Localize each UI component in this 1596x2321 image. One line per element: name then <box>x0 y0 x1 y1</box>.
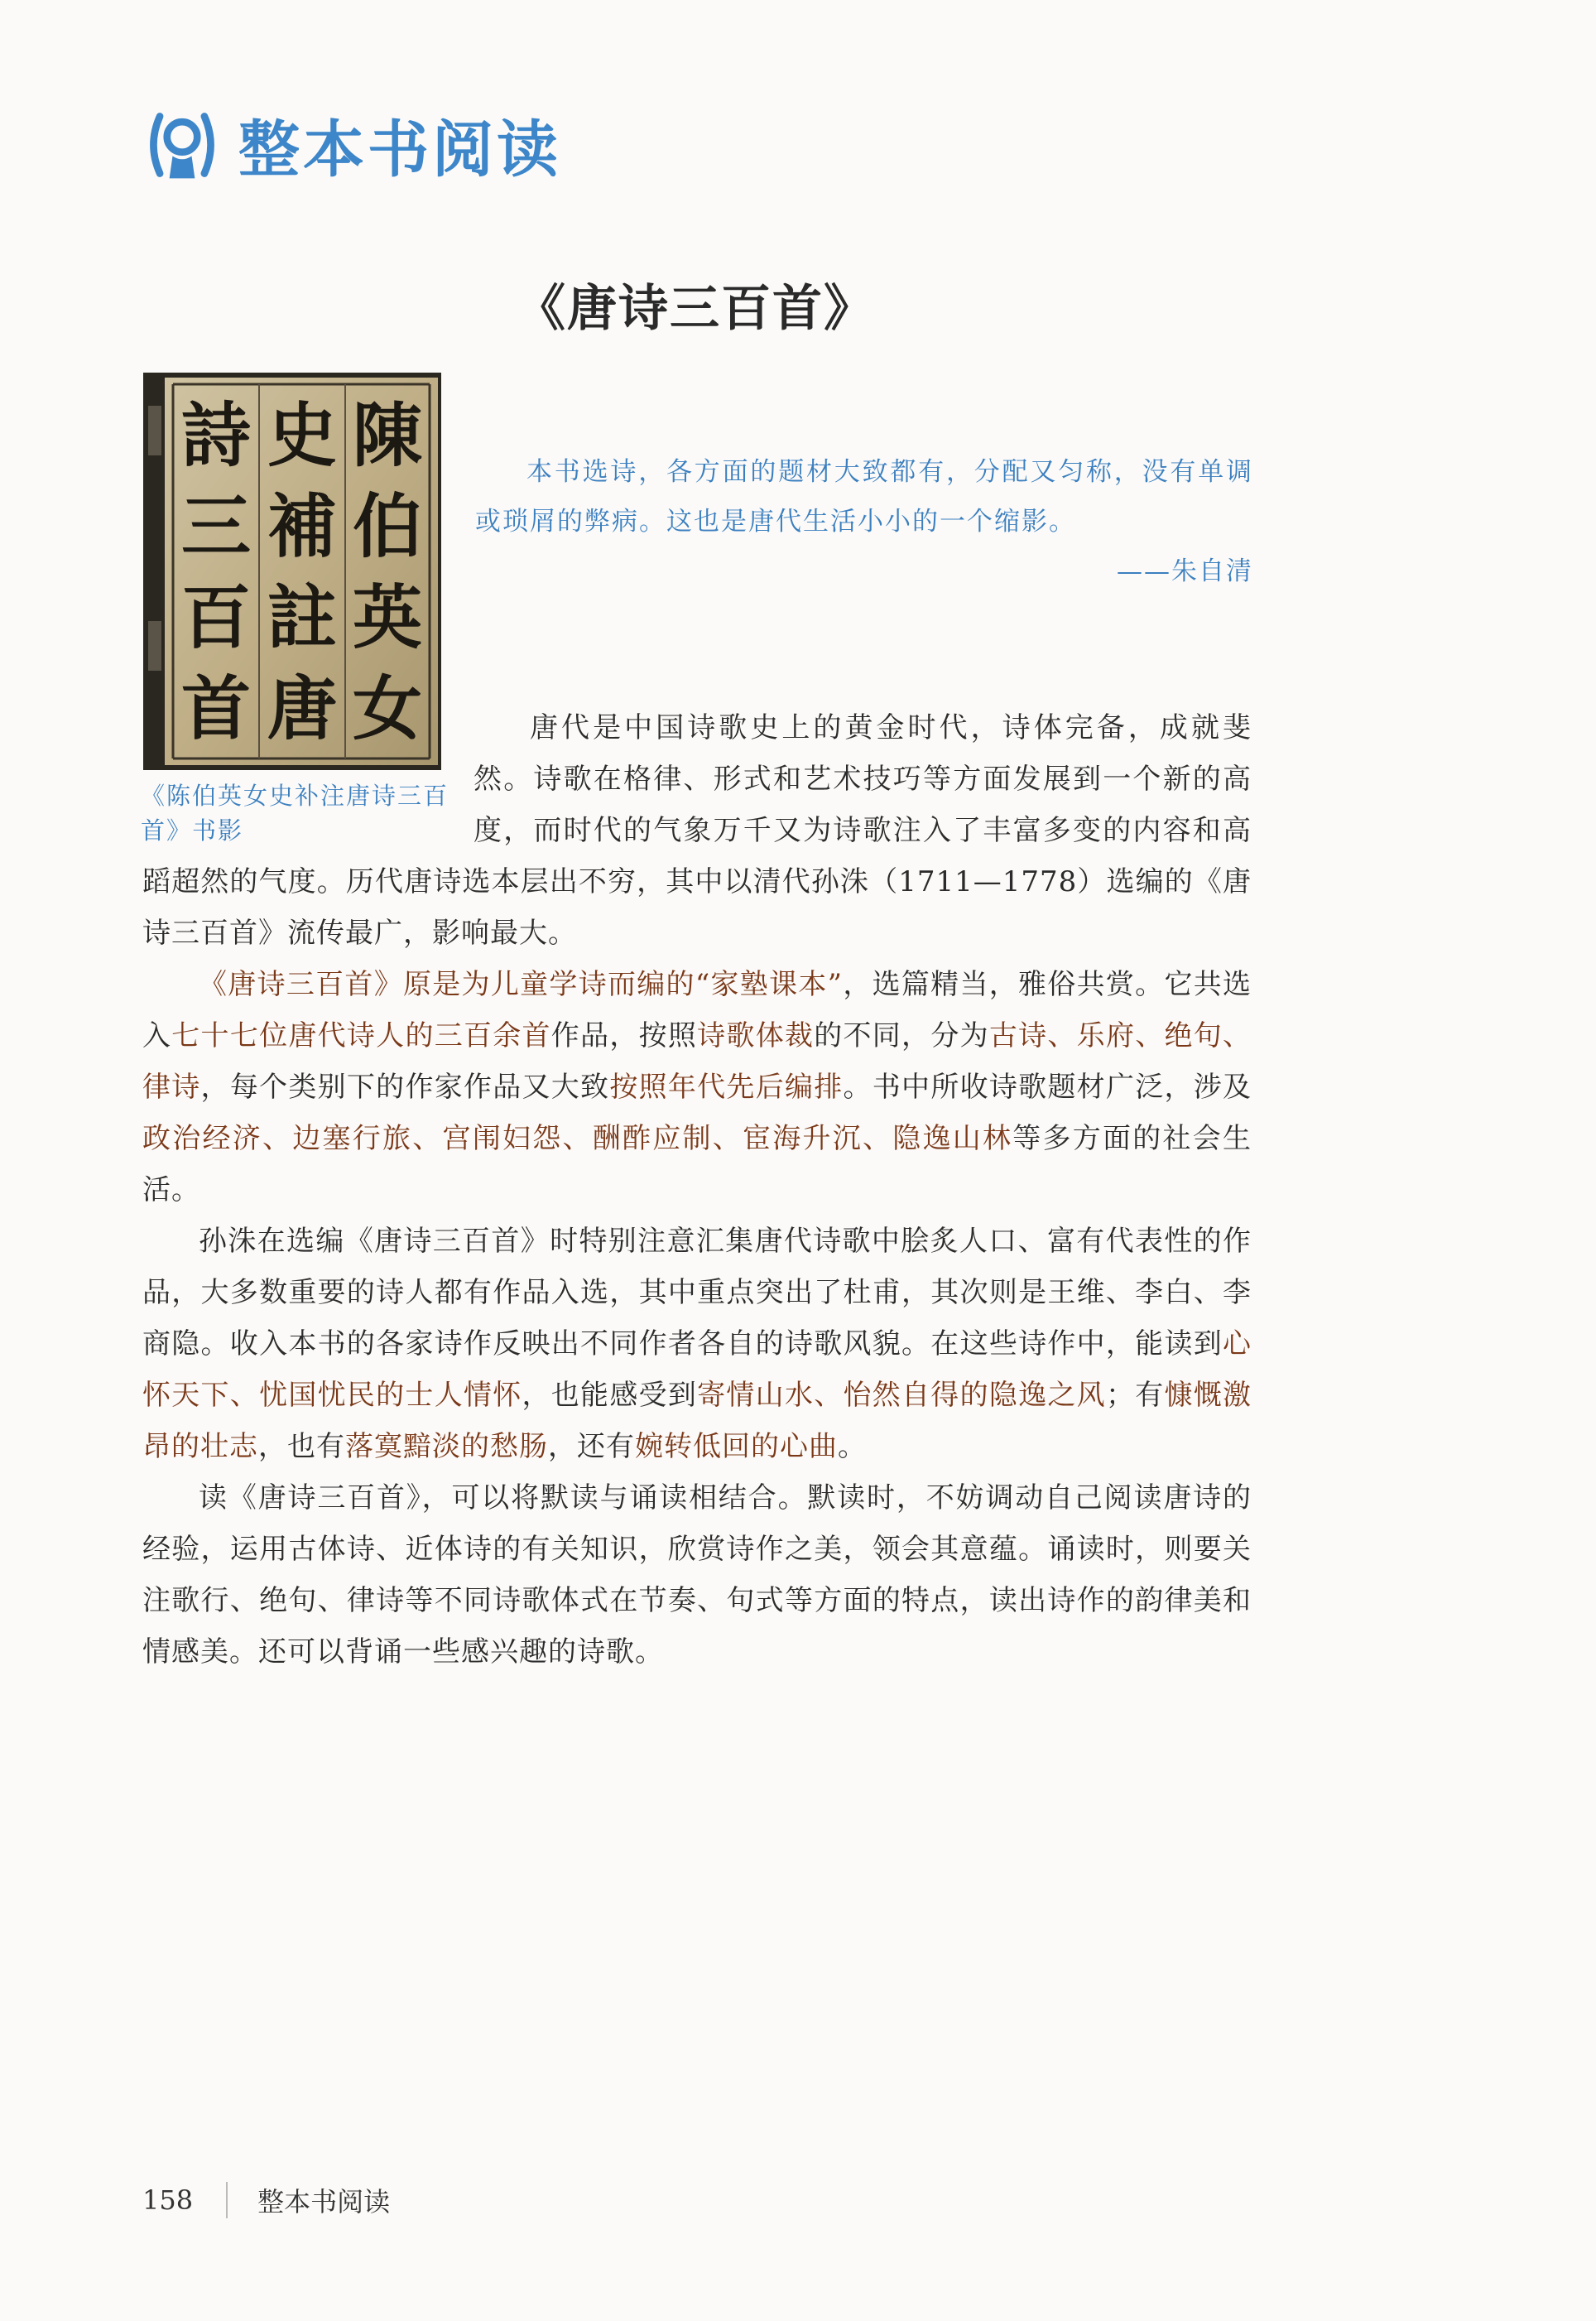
seal-character: 註 <box>267 576 338 658</box>
page-number: 158 <box>142 2184 194 2216</box>
page-footer <box>142 2181 390 2219</box>
body-text-segment: 读《唐诗三百首》，可以将默读与诵读相结合。默读时，不妨调动自己阅读唐诗的经验，运用古体诗、近体诗的有关知识，欣赏诗作之美，领会其意蕴。诵读时，则要关注歌行、绝句、律诗等不同诗歌体式在节奏、句式等方面的特点，读出诗作的韵律美和情感美。还可以背诵一些感兴趣的诗歌。 <box>142 1481 1252 1669</box>
body-text-segment: 孙洙在选编《唐诗三百首》时特别注意汇集唐代诗歌中脍炙人口、富有代表性的作品，大多数重要的诗人都有作品入选，其中重点突出了杜甫，其次则是王维、李白、李商隐。收入本书的各家诗作反映出不同作者各自的诗歌风貌。在这些诗作中，能读到 <box>142 1225 1252 1360</box>
seal-character: 陳 <box>352 394 423 476</box>
highlight-text: 心怀天下、忧国忧民的士人情怀 <box>142 1327 1252 1412</box>
reading-person-icon <box>142 105 222 185</box>
image-wrap-spacer <box>142 702 474 856</box>
body-text-segment: 作品，按照 <box>550 1019 698 1052</box>
body-text-segment: 。 <box>838 1430 867 1463</box>
seal-character: 唐 <box>267 667 338 749</box>
body-text-segment: ，也有 <box>258 1430 345 1463</box>
seal-character: 三 <box>180 485 252 567</box>
seal-character: 詩 <box>180 394 252 476</box>
body-text <box>142 702 1252 1678</box>
body-text-segment: 。书中所收诗歌题材广泛，涉及 <box>843 1071 1252 1104</box>
paragraph-4 <box>142 1472 1252 1678</box>
body-text-segment: ；有 <box>1105 1379 1165 1412</box>
highlight-text: 落寞黯淡的愁肠 <box>345 1430 548 1463</box>
footer-section: 整本书阅读 <box>257 2186 391 2217</box>
highlight-text: 慷慨激昂的壮志 <box>142 1379 1252 1463</box>
highlight-text: 按照年代先后编排 <box>609 1071 844 1104</box>
highlight-text: 婉转低回的心曲 <box>635 1430 838 1463</box>
seal-character: 首 <box>180 667 252 749</box>
body-text-segment: 的不同，分为 <box>814 1019 989 1052</box>
book-title: 《唐诗三百首》 <box>516 280 875 338</box>
seal-character: 英 <box>352 576 423 658</box>
highlight-text: 古诗、乐府、绝句、律诗 <box>142 1019 1252 1104</box>
epigraph <box>475 447 1253 596</box>
body-text-segment: 等多方面的社会生活。 <box>142 1122 1252 1206</box>
epigraph-source: ——朱自清 <box>1117 556 1253 586</box>
highlight-text: 诗歌体裁 <box>697 1019 815 1052</box>
seal-character: 伯 <box>352 485 423 567</box>
paragraph-2 <box>142 959 1252 1216</box>
body-text-segment: ，每个类别下的作家作品又大致 <box>200 1071 610 1104</box>
image-caption: 《陈伯英女史补注唐诗三百首》书影 <box>141 782 449 845</box>
section-title: 整本书阅读 <box>238 114 561 185</box>
seal-character: 補 <box>267 485 338 567</box>
highlight-text: 《唐诗三百首》原是为儿童学诗而编的“家塾课本” <box>199 968 844 1001</box>
footer-divider <box>226 2182 228 2218</box>
body-text-segment: 唐代是中国诗歌史上的黄金时代，诗体完备，成就斐然。诗歌在格律、形式和艺术技巧等方面发展到一个新的高度，而时代的气象万千又为诗歌注入了丰富多变的内容和高蹈超然的气度。历代唐诗选本层出不穷，其中以清代孙洙（1711—1778）选编的《唐诗三百首》流传最广，影响最大。 <box>142 711 1252 950</box>
seal-character: 史 <box>267 394 338 476</box>
highlight-text: 政治经济、边塞行旅、宫闱妇怨、酬酢应制、宦海升沉、隐逸山林 <box>142 1122 1013 1155</box>
highlight-text: 寄情山水、怡然自得的隐逸之风 <box>697 1379 1106 1412</box>
section-header <box>142 101 561 189</box>
epigraph-text: 本书选诗，各方面的题材大致都有，分配又匀称，没有单调或琐屑的弊病。这也是唐代生活小小的一个缩影。 <box>475 457 1253 537</box>
seal-character: 女 <box>352 667 423 749</box>
body-text-segment: ，选篇精当，雅俗共赏。它共选入 <box>142 968 1252 1052</box>
paragraph-3 <box>142 1216 1252 1472</box>
seal-character: 百 <box>180 576 252 658</box>
highlight-text: 七十七位唐代诗人的三百余首 <box>171 1019 551 1052</box>
body-text-segment: ，也能感受到 <box>522 1379 698 1412</box>
body-text-segment: ，还有 <box>548 1430 635 1463</box>
